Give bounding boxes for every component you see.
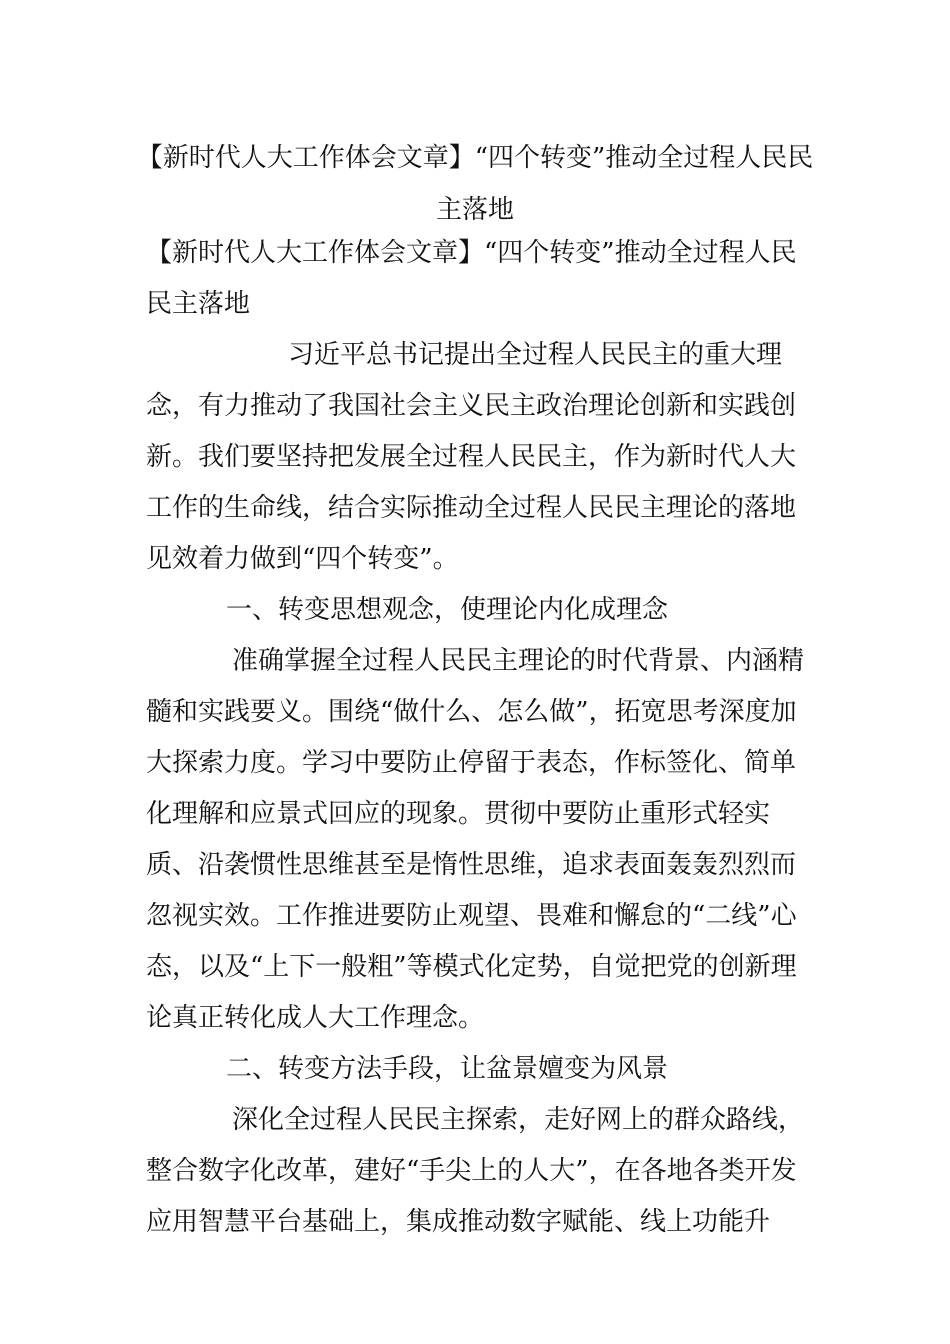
section-1-paragraph: 准确掌握全过程人民民主理论的时代背景、内涵精髓和实践要义。围绕“做什么、怎么做”，拓宽思考深度加大探索力度。学习中要防止停留于表态，作标签化、简单化理解和应景式回应的现象。贯彻中要防止重形式轻实质、沿袭惯性思维甚至是惰性思维，追求表面轰轰烈烈而忽视实效。工作推进要防止观望、畏难和懈怠的“二线”心态，以及“上下一般粗”等模式化定势，自觉把党的创新理论真正转化成人大工作理念。 xyxy=(146,646,805,1033)
title-repeat-paragraph: 【新时代人大工作体会文章】“四个转变”推动全过程人民民主落地 xyxy=(146,238,797,319)
section-1-heading: 一、转变思想观念，使理论内化成理念 xyxy=(226,595,669,625)
document-title: 【新时代人大工作体会文章】“四个转变”推动全过程人民民主落地 xyxy=(136,143,814,225)
intro-paragraph: 习近平总书记提出全过程人民民主的重大理念，有力推动了我国社会主义民主政治理论创新和实践创新。我们要坚持把发展全过程人民民主，作为新时代人大工作的生命线，结合实际推动全过程人民民主理论的落地见效着力做到“四个转变”。 xyxy=(146,340,797,574)
document-body xyxy=(146,228,806,1248)
section-2-paragraph: 深化全过程人民民主探索，走好网上的群众路线，整合数字化改革，建好“手尖上的人大”，在各地各类开发应用智慧平台基础上，集成推动数字赋能、线上功能升 xyxy=(146,1105,805,1237)
section-2-heading: 二、转变方法手段，让盆景嬗变为风景 xyxy=(226,1054,669,1084)
